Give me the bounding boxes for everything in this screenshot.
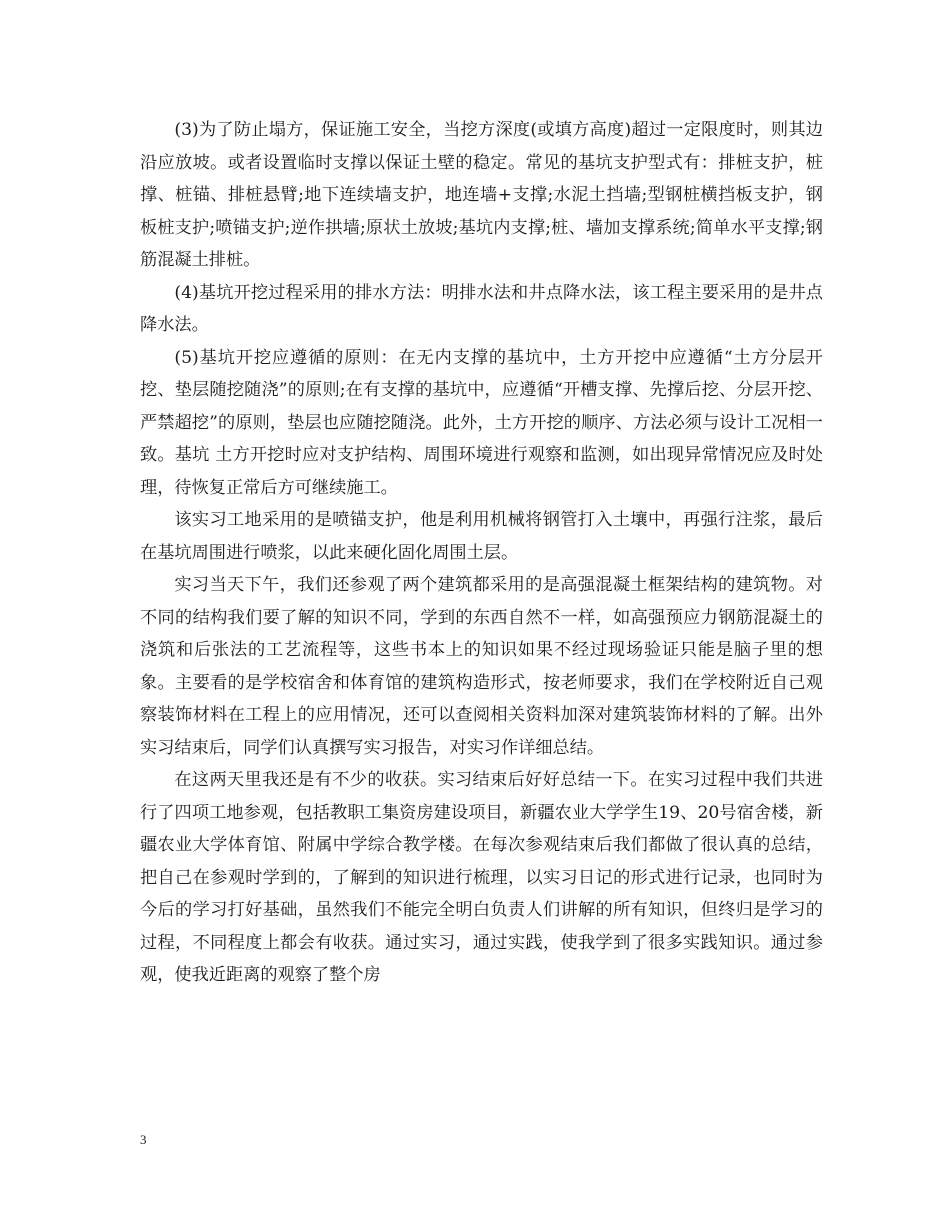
body-text xyxy=(140,114,823,992)
paragraph-drainage-methods: (4)基坑开挖过程采用的排水方法：明排水法和井点降水法，该工程主要采用的是井点降水法。 xyxy=(140,282,823,335)
paragraph-support-methods: (3)为了防止塌方，保证施工安全，当挖方深度(或填方高度)超过一定限度时，则其边沿应放坡。或者设置临时支撑以保证土壁的稳定。常见的基坑支护型式有：排桩支护，桩撑、桩锚、排桩悬臂;地下连续墙支护，地连墙+支撑;水泥土挡墙;型钢桩横挡板支护，钢板桩支护;喷锚支护;逆作拱墙;原状土放坡;基坑内支撑;桩、墙加支撑系统;简单水平支撑;钢筋混凝土排桩。 xyxy=(140,120,823,270)
paragraph-shotcrete-support: 该实习工地采用的是喷锚支护，他是利用机械将钢管打入土壤中，再强行注浆，最后在基坑周围进行喷浆，以此来硬化固化周围土层。 xyxy=(140,510,823,563)
paragraph-afternoon-visit: 实习当天下午，我们还参观了两个建筑都采用的是高强混凝土框架结构的建筑物。对不同的结构我们要了解的知识不同，学到的东西自然不一样，如高强预应力钢筋混凝土的浇筑和后张法的工艺流程等，这些书本上的知识如果不经过现场验证只能是脑子里的想象。主要看的是学校宿舍和体育馆的建筑构造形式，按老师要求，我们在学校附近自己观察装饰材料在工程上的应用情况，还可以查阅相关资料加深对建筑装饰材料的了解。出外实习结束后，同学们认真撰写实习报告，对实习作详细总结。 xyxy=(140,575,823,758)
paragraph-summary: 在这两天里我还是有不少的收获。实习结束后好好总结一下。在实习过程中我们共进行了四项工地参观，包括教职工集资房建设项目，新疆农业大学学生19、20号宿舍楼，新疆农业大学体育馆、附属中学综合教学楼。在每次参观结束后我们都做了很认真的总结，把自己在参观时学到的，了解到的知识进行梳理，以实习日记的形式进行记录，也同时为今后的学习打好基础，虽然我们不能完全明白负责人们讲解的所有知识，但终归是学习的过程，不同程度上都会有收获。通过实习，通过实践，使我学到了很多实践知识。通过参观，使我近距离的观察了整个房 xyxy=(140,770,823,985)
paragraph-excavation-principles: (5)基坑开挖应遵循的原则：在无内支撑的基坑中，土方开挖中应遵循“土方分层开挖、垫层随挖随浇”的原则;在有支撑的基坑中，应遵循“开槽支撑、先撑后挖、分层开挖、严禁超挖”的原则，垫层也应随挖随浇。此外，土方开挖的顺序、方法必须与设计工况相一致。基坑 土方开挖时应对支护结构、周围环境进行观察和监测，如出现异常情况应及时处理，待恢复正常后方可继续施工。 xyxy=(140,347,823,498)
page-number: 3 xyxy=(140,1132,147,1147)
